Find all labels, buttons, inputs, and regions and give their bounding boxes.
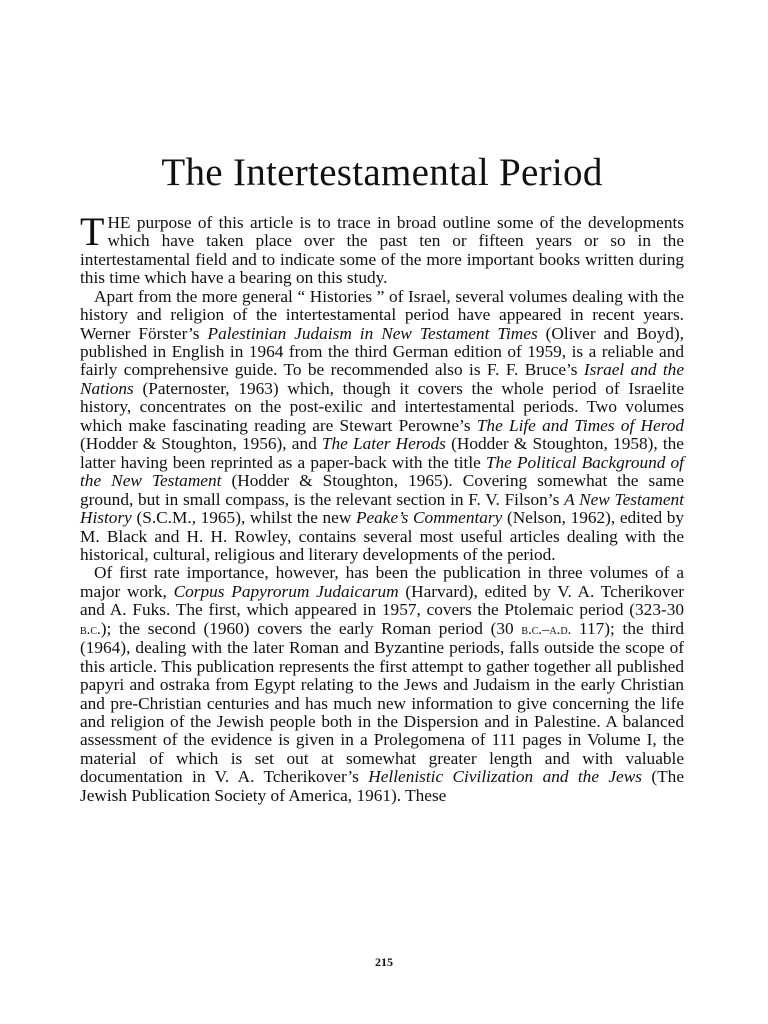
paragraph-2 bbox=[80, 288, 684, 565]
book-title: The Later Herods bbox=[321, 434, 446, 454]
text-run: (Harvard), edited by V. A. Tcherikover and A. Fuks. The first, which appeared in 1957, covers the Ptolemaic period (323-30 bbox=[80, 581, 684, 620]
text-run: (Hodder & Stoughton, 1956), and bbox=[80, 434, 322, 454]
book-title: Israel and the Nations bbox=[80, 360, 684, 398]
text-run: (Paternoster, 1963) which, though it covers the whole period of Israelite history, concentrates on the post-exilic and intertestamental periods. Two volumes which make fascinating reading are Stewart Perowne’s bbox=[80, 378, 684, 435]
text-run: (Hodder & Stoughton, 1965). Covering somewhat the same ground, but in small compass, is the relevant section in F. V. Filson’s bbox=[80, 471, 684, 509]
text-run: 117); the third (1964), dealing with the later Roman and Byzantine periods, falls outside the scope of this article. This publication represents the first attempt to gather together all published papyri and ostraka from Egypt relating to the Jews and Judaism in the early Christian and pre-Christian centuries and has much new information to give concerning the life and religion of the Jewish people both in the Dispersion and in Palestine. A balanced assessment of the evidence is given in a Prolegomena of 111 pages in Volume I, the material of which is set out at somewhat greater length and with valuable documentation in V. A. Tcherikover’s bbox=[80, 618, 684, 787]
book-title: Peake’s Commentary bbox=[355, 508, 503, 528]
paragraph-1 bbox=[80, 208, 684, 288]
text-run: HE purpose of this article is to trace in broad outline some of the developments which have taken place over the past ten or fifteen years or so in the intertestamental field and to indicate some of the more important books written during this time which have a bearing on this study. bbox=[80, 212, 684, 288]
text-run: (Oliver and Boyd), published in English in 1964 from the third German edition of 1959, is a reliable and fairly comprehensive guide. To be recommended also is F. F. Bruce’s bbox=[80, 323, 685, 380]
text-run: ); the second (1960) covers the early Roman period (30 bbox=[100, 618, 522, 638]
text-run: Of first rate importance, however, has been the publication in three volumes of a major work, bbox=[80, 563, 684, 601]
era-abbreviation: b.c. bbox=[80, 621, 101, 638]
page-number: 215 bbox=[375, 955, 393, 969]
book-title: A New Testament History bbox=[80, 489, 684, 528]
text-run: (The Jewish Publication Society of America, 1961). These bbox=[80, 767, 684, 805]
book-title: The Political Background of the New Testament bbox=[80, 452, 684, 491]
text-run: Apart from the more general “ Histories ” of Israel, several volumes dealing with the history and religion of the intertestamental period have appeared in recent years. Werner Förster’s bbox=[80, 286, 684, 343]
text-run: (Hodder & Stoughton, 1958), the latter having been reprinted as a paper-back with the title bbox=[80, 434, 684, 472]
book-title: Palestinian Judaism in New Testament Times bbox=[207, 323, 538, 343]
page bbox=[80, 150, 684, 805]
article-body bbox=[80, 208, 685, 806]
book-title: The Life and Times of Herod bbox=[476, 415, 684, 435]
book-title: Hellenistic Civilization and the Jews bbox=[368, 767, 642, 787]
book-title: Corpus Papyrorum Judaicarum bbox=[173, 581, 399, 601]
paragraph-3 bbox=[80, 564, 684, 805]
era-abbreviation: b.c.–a.d. bbox=[521, 621, 572, 638]
article-title: The Intertestamental Period bbox=[161, 151, 603, 194]
drop-cap: T bbox=[80, 208, 105, 254]
text-run: (Nelson, 1962), edited by M. Black and H. H. Rowley, contains several most useful articles dealing with the historical, cultural, religious and literary developments of the period. bbox=[80, 508, 684, 564]
text-run: (S.C.M., 1965), whilst the new bbox=[131, 508, 356, 528]
